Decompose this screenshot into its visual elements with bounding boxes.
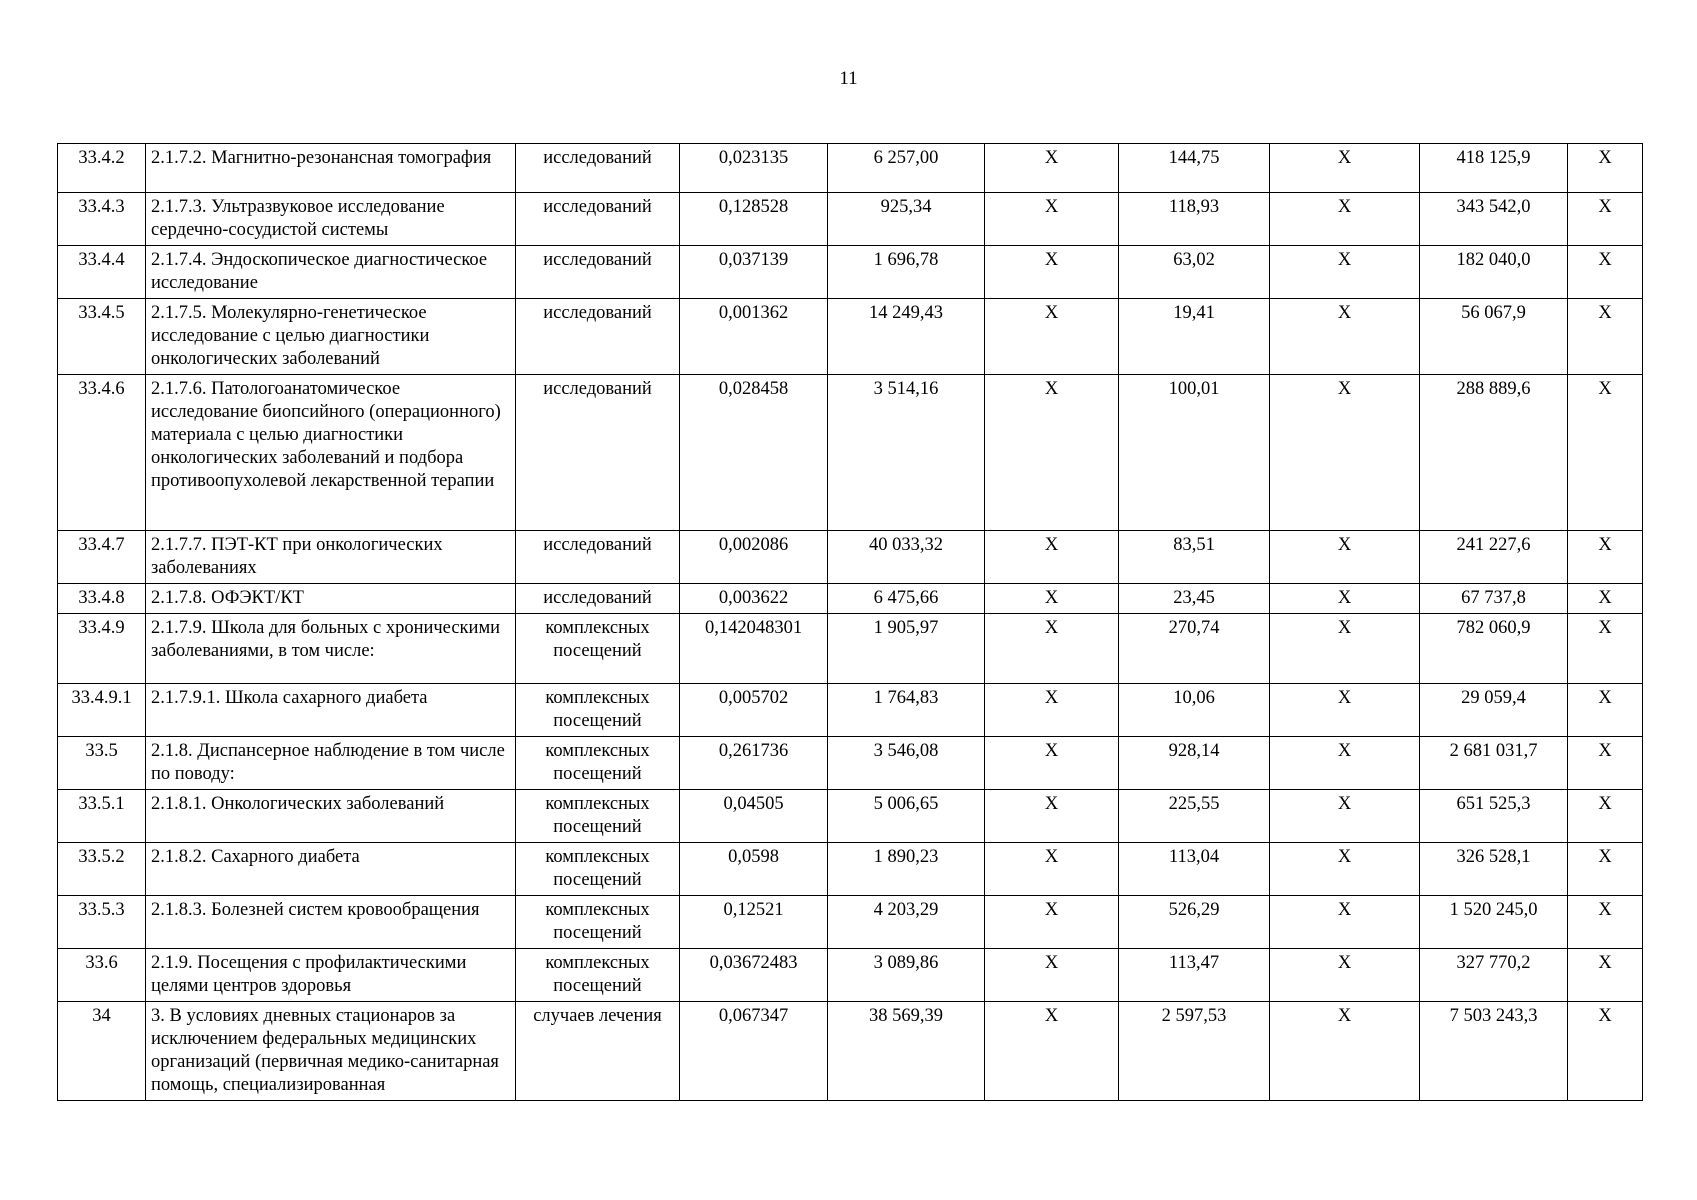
row-x-cell: Х: [1270, 843, 1420, 896]
row-name-cell: 2.1.7.9. Школа для больных с хроническими заболеваниями, в том числе:: [146, 614, 516, 684]
row-x-cell: Х: [1568, 375, 1643, 531]
row-total-cell: 418 125,9: [1420, 144, 1568, 193]
row-norm-cell: 0,142048301: [680, 614, 828, 684]
row-norm-cell: 0,037139: [680, 246, 828, 299]
row-norm-cell: 0,028458: [680, 375, 828, 531]
row-per-capita-cell: 63,02: [1119, 246, 1270, 299]
row-per-capita-cell: 928,14: [1119, 737, 1270, 790]
row-number-cell: 33.4.3: [58, 193, 146, 246]
row-x-cell: Х: [1270, 684, 1420, 737]
row-unit-cell: комплексных посещений: [516, 843, 680, 896]
row-per-capita-cell: 23,45: [1119, 584, 1270, 614]
row-number-cell: 33.4.9.1: [58, 684, 146, 737]
table-body: [58, 144, 1643, 1101]
row-cost-cell: 40 033,32: [828, 531, 985, 584]
row-x-cell: Х: [985, 896, 1119, 949]
row-x-cell: Х: [1270, 584, 1420, 614]
row-cost-cell: 1 905,97: [828, 614, 985, 684]
row-per-capita-cell: 118,93: [1119, 193, 1270, 246]
row-unit-cell: исследований: [516, 246, 680, 299]
row-x-cell: Х: [1270, 614, 1420, 684]
row-x-cell: Х: [1568, 246, 1643, 299]
row-total-cell: 326 528,1: [1420, 843, 1568, 896]
row-name-cell: 2.1.7.2. Магнитно-резонансная томография: [146, 144, 516, 193]
row-unit-cell: исследований: [516, 299, 680, 375]
row-cost-cell: 3 089,86: [828, 949, 985, 1002]
row-total-cell: 67 737,8: [1420, 584, 1568, 614]
row-number-cell: 33.5.1: [58, 790, 146, 843]
row-total-cell: 343 542,0: [1420, 193, 1568, 246]
row-number-cell: 33.4.2: [58, 144, 146, 193]
row-norm-cell: 0,023135: [680, 144, 828, 193]
row-name-cell: 2.1.8.1. Онкологических заболеваний: [146, 790, 516, 843]
table-row: [58, 299, 1643, 375]
row-x-cell: Х: [985, 144, 1119, 193]
row-x-cell: Х: [1568, 843, 1643, 896]
row-total-cell: 1 520 245,0: [1420, 896, 1568, 949]
row-per-capita-cell: 83,51: [1119, 531, 1270, 584]
row-norm-cell: 0,002086: [680, 531, 828, 584]
row-name-cell: 2.1.8. Диспансерное наблюдение в том числе по поводу:: [146, 737, 516, 790]
data-table: [57, 143, 1643, 1101]
row-cost-cell: 38 569,39: [828, 1002, 985, 1101]
row-x-cell: Х: [985, 1002, 1119, 1101]
row-x-cell: Х: [985, 584, 1119, 614]
row-norm-cell: 0,005702: [680, 684, 828, 737]
row-per-capita-cell: 100,01: [1119, 375, 1270, 531]
table-row: [58, 896, 1643, 949]
row-x-cell: Х: [1568, 896, 1643, 949]
row-cost-cell: 1 764,83: [828, 684, 985, 737]
row-norm-cell: 0,067347: [680, 1002, 828, 1101]
table-row: [58, 790, 1643, 843]
row-norm-cell: 0,12521: [680, 896, 828, 949]
row-x-cell: Х: [1270, 193, 1420, 246]
row-unit-cell: случаев лечения: [516, 1002, 680, 1101]
row-name-cell: 2.1.8.2. Сахарного диабета: [146, 843, 516, 896]
row-per-capita-cell: 526,29: [1119, 896, 1270, 949]
table-row: [58, 1002, 1643, 1101]
row-x-cell: Х: [1568, 684, 1643, 737]
row-number-cell: 33.4.5: [58, 299, 146, 375]
row-per-capita-cell: 10,06: [1119, 684, 1270, 737]
row-number-cell: 33.6: [58, 949, 146, 1002]
row-total-cell: 29 059,4: [1420, 684, 1568, 737]
row-total-cell: 327 770,2: [1420, 949, 1568, 1002]
row-norm-cell: 0,04505: [680, 790, 828, 843]
row-unit-cell: комплексных посещений: [516, 684, 680, 737]
row-number-cell: 33.4.8: [58, 584, 146, 614]
row-per-capita-cell: 144,75: [1119, 144, 1270, 193]
row-per-capita-cell: 19,41: [1119, 299, 1270, 375]
row-cost-cell: 3 546,08: [828, 737, 985, 790]
row-total-cell: 288 889,6: [1420, 375, 1568, 531]
row-name-cell: 2.1.7.3. Ультразвуковое исследование сердечно-сосудистой системы: [146, 193, 516, 246]
table-row: [58, 949, 1643, 1002]
row-number-cell: 33.5.3: [58, 896, 146, 949]
row-name-cell: 2.1.9. Посещения с профилактическими целями центров здоровья: [146, 949, 516, 1002]
row-x-cell: Х: [1568, 299, 1643, 375]
row-x-cell: Х: [1270, 531, 1420, 584]
row-x-cell: Х: [1568, 144, 1643, 193]
row-x-cell: Х: [1270, 246, 1420, 299]
row-number-cell: 33.4.6: [58, 375, 146, 531]
row-x-cell: Х: [1270, 375, 1420, 531]
row-per-capita-cell: 2 597,53: [1119, 1002, 1270, 1101]
row-x-cell: Х: [1270, 299, 1420, 375]
table-row: [58, 843, 1643, 896]
row-norm-cell: 0,0598: [680, 843, 828, 896]
table-row: [58, 531, 1643, 584]
row-cost-cell: 4 203,29: [828, 896, 985, 949]
row-number-cell: 34: [58, 1002, 146, 1101]
row-total-cell: 782 060,9: [1420, 614, 1568, 684]
table-row: [58, 684, 1643, 737]
row-total-cell: 7 503 243,3: [1420, 1002, 1568, 1101]
row-x-cell: Х: [1568, 790, 1643, 843]
row-cost-cell: 1 890,23: [828, 843, 985, 896]
row-unit-cell: комплексных посещений: [516, 737, 680, 790]
row-cost-cell: 5 006,65: [828, 790, 985, 843]
row-number-cell: 33.4.7: [58, 531, 146, 584]
row-unit-cell: комплексных посещений: [516, 949, 680, 1002]
table-row: [58, 144, 1643, 193]
row-x-cell: Х: [1568, 193, 1643, 246]
row-unit-cell: комплексных посещений: [516, 790, 680, 843]
table-row: [58, 737, 1643, 790]
row-x-cell: Х: [1270, 737, 1420, 790]
row-unit-cell: исследований: [516, 375, 680, 531]
row-total-cell: 56 067,9: [1420, 299, 1568, 375]
row-total-cell: 2 681 031,7: [1420, 737, 1568, 790]
row-per-capita-cell: 113,47: [1119, 949, 1270, 1002]
row-cost-cell: 14 249,43: [828, 299, 985, 375]
row-cost-cell: 925,34: [828, 193, 985, 246]
table-row: [58, 614, 1643, 684]
row-x-cell: Х: [1270, 144, 1420, 193]
row-unit-cell: исследований: [516, 531, 680, 584]
row-unit-cell: исследований: [516, 584, 680, 614]
row-x-cell: Х: [985, 299, 1119, 375]
row-x-cell: Х: [985, 949, 1119, 1002]
row-x-cell: Х: [985, 193, 1119, 246]
row-name-cell: 2.1.7.7. ПЭТ-КТ при онкологических заболеваниях: [146, 531, 516, 584]
row-norm-cell: 0,03672483: [680, 949, 828, 1002]
row-name-cell: 2.1.7.6. Патологоанатомическое исследование биопсийного (операционного) материала с целью диагностики онкологических заболеваний и подбора противоопухолевой лекарственной терапии: [146, 375, 516, 531]
row-norm-cell: 0,128528: [680, 193, 828, 246]
row-cost-cell: 6 475,66: [828, 584, 985, 614]
row-x-cell: Х: [985, 531, 1119, 584]
row-unit-cell: комплексных посещений: [516, 896, 680, 949]
page-number: 11: [839, 68, 858, 89]
row-cost-cell: 6 257,00: [828, 144, 985, 193]
row-total-cell: 651 525,3: [1420, 790, 1568, 843]
row-name-cell: 2.1.7.8. ОФЭКТ/КТ: [146, 584, 516, 614]
row-unit-cell: комплексных посещений: [516, 614, 680, 684]
row-per-capita-cell: 270,74: [1119, 614, 1270, 684]
row-x-cell: Х: [1568, 531, 1643, 584]
table-row: [58, 246, 1643, 299]
row-total-cell: 182 040,0: [1420, 246, 1568, 299]
row-x-cell: Х: [985, 246, 1119, 299]
row-number-cell: 33.4.9: [58, 614, 146, 684]
row-x-cell: Х: [1568, 1002, 1643, 1101]
row-name-cell: 2.1.8.3. Болезней систем кровообращения: [146, 896, 516, 949]
row-x-cell: Х: [985, 684, 1119, 737]
table-row: [58, 375, 1643, 531]
row-x-cell: Х: [1270, 1002, 1420, 1101]
row-per-capita-cell: 113,04: [1119, 843, 1270, 896]
row-number-cell: 33.5: [58, 737, 146, 790]
row-name-cell: 2.1.7.5. Молекулярно-генетическое исследование с целью диагностики онкологических заболеваний: [146, 299, 516, 375]
row-x-cell: Х: [1568, 614, 1643, 684]
row-x-cell: Х: [1568, 737, 1643, 790]
row-unit-cell: исследований: [516, 144, 680, 193]
row-norm-cell: 0,003622: [680, 584, 828, 614]
row-x-cell: Х: [985, 375, 1119, 531]
row-name-cell: 2.1.7.9.1. Школа сахарного диабета: [146, 684, 516, 737]
row-number-cell: 33.4.4: [58, 246, 146, 299]
table-row: [58, 584, 1643, 614]
row-per-capita-cell: 225,55: [1119, 790, 1270, 843]
row-number-cell: 33.5.2: [58, 843, 146, 896]
row-norm-cell: 0,261736: [680, 737, 828, 790]
row-norm-cell: 0,001362: [680, 299, 828, 375]
row-x-cell: Х: [1568, 949, 1643, 1002]
table-row: [58, 193, 1643, 246]
row-x-cell: Х: [985, 737, 1119, 790]
row-x-cell: Х: [1568, 584, 1643, 614]
row-x-cell: Х: [1270, 949, 1420, 1002]
row-name-cell: 3. В условиях дневных стационаров за исключением федеральных медицинских организаций (первичная медико-санитарная помощь, специализированная: [146, 1002, 516, 1101]
row-x-cell: Х: [985, 790, 1119, 843]
row-x-cell: Х: [1270, 790, 1420, 843]
row-cost-cell: 1 696,78: [828, 246, 985, 299]
row-x-cell: Х: [985, 843, 1119, 896]
row-x-cell: Х: [985, 614, 1119, 684]
row-name-cell: 2.1.7.4. Эндоскопическое диагностическое исследование: [146, 246, 516, 299]
row-cost-cell: 3 514,16: [828, 375, 985, 531]
row-total-cell: 241 227,6: [1420, 531, 1568, 584]
row-unit-cell: исследований: [516, 193, 680, 246]
row-x-cell: Х: [1270, 896, 1420, 949]
